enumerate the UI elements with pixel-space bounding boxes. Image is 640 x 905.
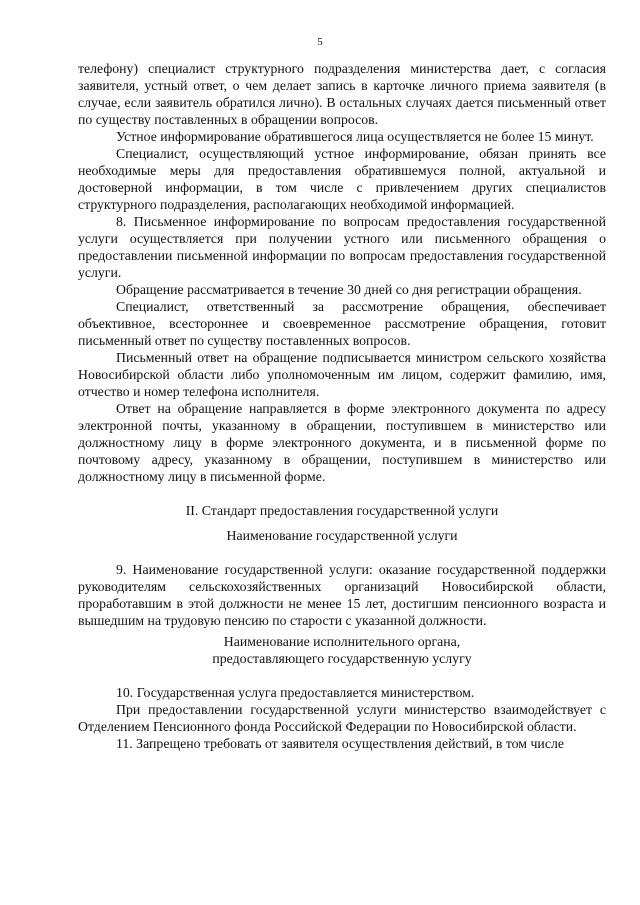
paragraph: При предоставлении государственной услуги министерство взаимодействует с Отделением Пенсионного фонда Российской Федерации по Новосибирской области. <box>78 702 606 734</box>
paragraph: телефону) специалист структурного подразделения министерства дает, с согласия заявителя, устный ответ, о чем делает запись в карточке личного приема заявителя (в случае, если заявитель обратился лично). В остальных случаях дается письменный ответ по существу поставленных в обращении вопросов. <box>78 61 606 127</box>
section-title: II. Стандарт предоставления государственной услуги <box>185 503 499 518</box>
subsection-title: Наименование государственной услуги <box>226 528 458 543</box>
paragraph: Устное информирование обратившегося лица осуществляется не более 15 минут. <box>116 129 594 144</box>
paragraph: Обращение рассматривается в течение 30 дней со дня регистрации обращения. <box>116 282 582 297</box>
subsection-title-line: предоставляющего государственную услугу <box>212 651 472 666</box>
paragraph: 9. Наименование государственной услуги: оказание государственной поддержки руководителям сельскохозяйственных организаций Новосибирской области, проработавшим в этой должности не менее 15 лет, достигшим пенсионного возраста и вышедшим на трудовую пенсию по старости с указанной должности. <box>78 562 606 628</box>
paragraph: Специалист, осуществляющий устное информирование, обязан принять все необходимые меры для предоставления обратившемуся полной, актуальной и достоверной информации, в том числе с привлечением других специалистов структурного подразделения, располагающих необходимой информацией. <box>78 146 606 212</box>
paragraph: 11. Запрещено требовать от заявителя осуществления действий, в том числе <box>116 736 564 751</box>
paragraph: 8. Письменное информирование по вопросам предоставления государственной услуги осуществляется при получении устного или письменного обращения о предоставлении письменной информации по вопросам предоставления государственной услуги. <box>78 214 606 280</box>
paragraph: Письменный ответ на обращение подписывается министром сельского хозяйства Новосибирской области либо уполномоченным им лицом, содержит фамилию, имя, отчество и номер телефона исполнителя. <box>78 350 606 399</box>
paragraph: Ответ на обращение направляется в форме электронного документа по адресу электронной почты, указанному в обращении, поступившем в министерство или должностному лицу в форме электронного документа, и в письменной форме по почтовому адресу, указанному в обращении, поступившем в министерство или должностному лицу в письменной форме. <box>78 401 606 484</box>
paragraph: 10. Государственная услуга предоставляется министерством. <box>116 685 475 700</box>
page-number: 5 <box>317 36 323 48</box>
subsection-title-line: Наименование исполнительного органа, <box>223 634 461 649</box>
paragraph: Специалист, ответственный за рассмотрение обращения, обеспечивает объективное, всестороннее и своевременное рассмотрение обращения, готовит письменный ответ по существу поставленных вопросов. <box>78 299 606 348</box>
document-body <box>78 60 606 752</box>
